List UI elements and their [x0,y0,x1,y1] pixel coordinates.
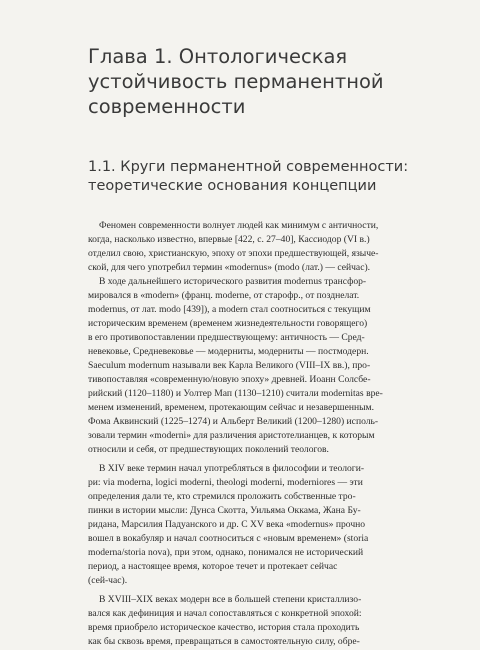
text-line: В XIV веке термин начал употребляться в философии и теологи- [99,463,365,474]
paragraph-2 [88,462,424,588]
text-line: невековье, Средневековье — модерниты, модерниты — постмодерн. [88,346,369,357]
chapter-title-line: современности [88,95,246,118]
paragraph-1 [88,219,424,457]
text-line: тивопоставляя «современную/новую эпоху» древней. Иоанн Солсбе- [88,374,371,385]
text-line: в его противопоставлении предшествующему: античность — Сред- [88,332,365,343]
text-line: вошел в вокабуляр и начал соотноситься с «новым временем» (storia [88,533,369,544]
text-line: пинки в истории мысли: Дунса Скотта, Уильяма Оккама, Жана Бу- [88,505,361,516]
text-line: вался как дефиниция и начал сопоставляться с конкретной эпохой: [88,608,362,619]
text-line: ридана, Марсилия Падуанского и др. С XV века «modernus» прочно [88,519,366,530]
text-line: относили и себя, от предшествующих поколений теологов. [88,444,329,455]
text-line: отделил свою, христианскую, эпоху от эпохи предшествующей, языче- [88,248,379,259]
text-line: ри: via moderna, logici moderni, theologi moderni, moderniores — эти [88,477,363,488]
chapter-title-line: Глава 1. Онтологическая [88,45,348,68]
section-title-line: теоретические основания концепции [88,178,377,194]
text-line: зовали термин «moderni» для различения аристотелианцев, к которым [88,430,375,441]
text-line: мировался в «modern» (франц. moderne, от старофр., от позднелат. [88,290,360,301]
text-line: менем изменений, временем, протекающим сейчас и незавершенным. [88,402,375,413]
text-line: рийский (1120–1180) и Уолтер Мап (1130–1210) считали modernitas вре- [88,388,383,399]
text-line: В ходе дальнейшего исторического развития modernus трансфор- [99,276,367,287]
text-line: moderna/storia nova), при этом, однако, понимался не исторический [88,547,364,558]
chapter-title-line: устойчивость перманентной [88,70,384,93]
section-title-line: 1.1. Круги перманентной современности: [88,159,409,175]
paragraph-3 [88,593,424,649]
section-title [88,158,448,196]
text-line: Феномен современности волнует людей как минимум с античности, [99,220,379,231]
text-line: когда, насколько известно, впервые [422, с. 27–40], Кассиодор (VI в.) [88,234,370,245]
text-line: период, а настоящее время, которое течет и протекает сейчас [88,561,338,572]
text-line: modernus, от лат. modo [439]), а modern стал соотноситься с текущим [88,304,371,315]
chapter-title [88,44,448,119]
text-line: историческим временем (временем жизнедеятельности говорящего) [88,318,368,329]
text-line: как бы сквозь время, превращаться в самостоятельную силу, обре- [88,636,360,647]
text-line: определения дали те, кто стремился проложить собственные тро- [88,491,356,502]
text-line: (сей-час). [88,575,128,586]
text-line: Saeculum modernum называли век Карла Великого (VIII–IX вв.), про- [88,360,371,371]
body-text [88,219,424,649]
text-line: время приобрело историческое качество, история стала проходить [88,622,360,633]
text-line: В XVIII–XIX веках модерн все в большей степени кристаллизо- [99,594,362,605]
text-line: Фома Аквинский (1225–1274) и Альберт Великий (1200–1280) исполь- [88,416,379,427]
text-line: ской, для чего употребил термин «modernus» (modo (лат.) — сейчас). [88,262,371,273]
